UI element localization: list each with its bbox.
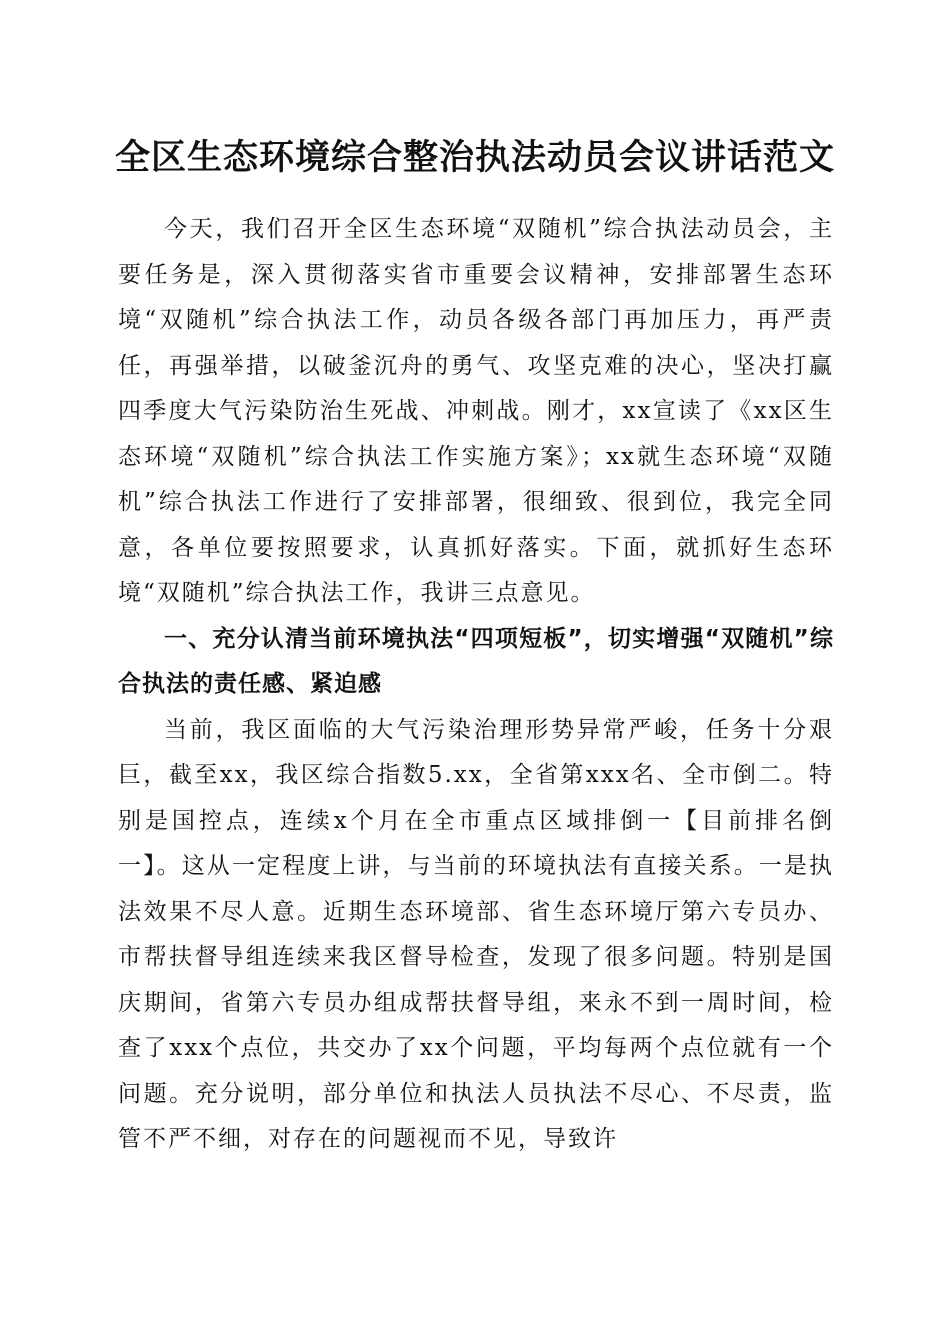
document-body [118, 207, 834, 1163]
document-title: 全区生态环境综合整治执法动员会议讲话范文 [114, 137, 835, 178]
intro-paragraph: 今天，我们召开全区生态环境“双随机”综合执法动员会，主要任务是，深入贯彻落实省市重要会议精神，安排部署生态环境“双随机”综合执法工作，动员各级各部门再加压力，再严责任，再强举措，以破釜沉舟的勇气、攻坚克难的决心，坚决打赢四季度大气污染防治生死战、冲刺战。刚才，xx宣读了《xx区生态环境“双随机”综合执法工作实施方案》；xx就生态环境“双随机”综合执法工作进行了安排部署，很细致、很到位，我完全同意，各单位要按照要求，认真抓好落实。下面，就抓好生态环境“双随机”综合执法工作，我讲三点意见。 [118, 216, 834, 606]
section-1-heading: 一、充分认清当前环境执法“四项短板”，切实增强“双随机”综合执法的责任感、紧迫感 [118, 625, 834, 697]
section-1-paragraph: 当前，我区面临的大气污染治理形势异常严峻，任务十分艰巨，截至xx，我区综合指数5.xx，全省第xxx名、全市倒二。特别是国控点，连续x个月在全市重点区域排倒一【目前排名倒一】。这从一定程度上讲，与当前的环境执法有直接关系。一是执法效果不尽人意。近期生态环境部、省生态环境厅第六专员办、市帮扶督导组连续来我区督导检查，发现了很多问题。特别是国庆期间，省第六专员办组成帮扶督导组，来永不到一周时间，检查了xxx个点位，共交办了xx个问题，平均每两个点位就有一个问题。充分说明，部分单位和执法人员执法不尽心、不尽责，监管不严不细，对存在的问题视而不见，导致许 [118, 716, 834, 1152]
